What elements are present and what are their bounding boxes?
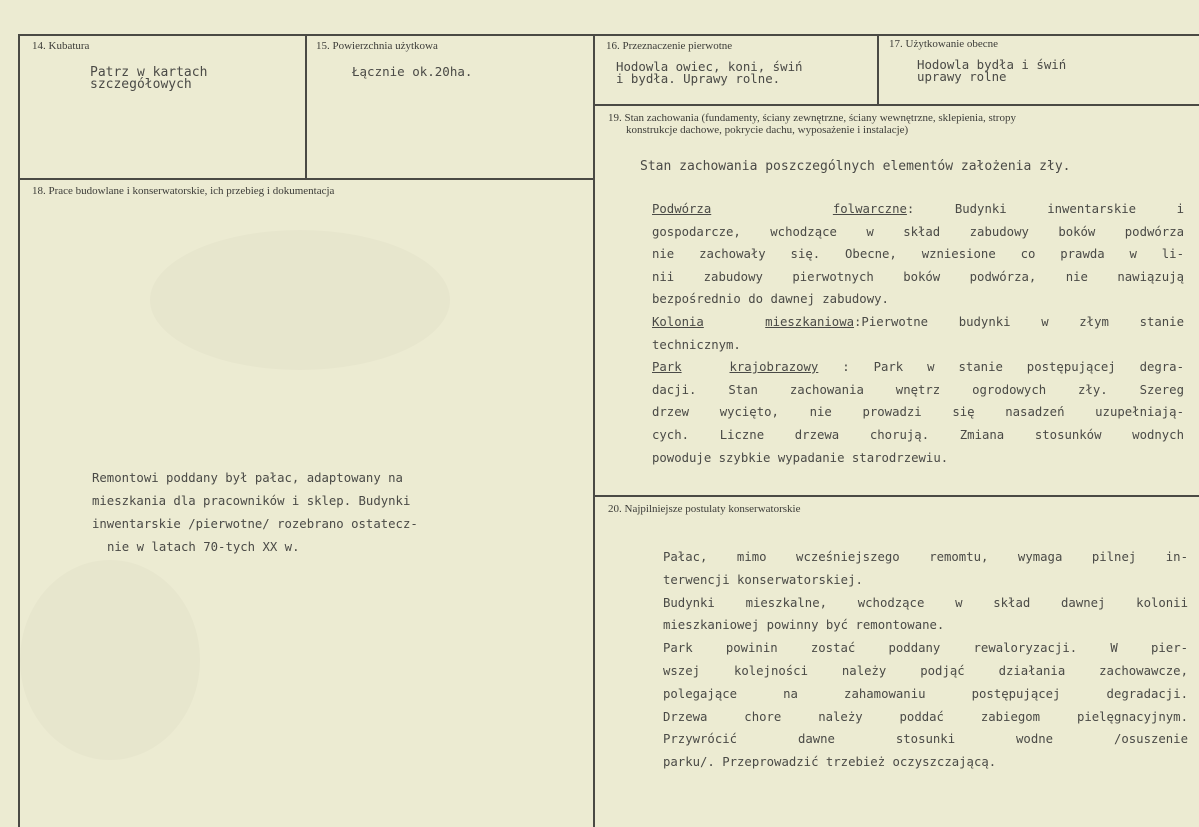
field-19-text: [652, 198, 1184, 469]
field-20-line: Przywrócić dawne stosunki wodne /osuszenie: [663, 732, 1188, 747]
field-18-line: mieszkania dla pracowników i sklep. Budynki: [92, 494, 411, 508]
divider-16-17: [877, 34, 879, 104]
field-20-line: mieszkaniowej powinny być remontowane.: [663, 618, 945, 633]
row-divider-16-17: [593, 104, 1199, 106]
field-20-line: Park powinin zostać poddany rewaloryzacji. W pier-: [663, 641, 1188, 656]
field-19-line: nie zachowały się. Obecne, wzniesione co prawda w li-: [652, 247, 1184, 262]
heading-krajobrazowy: krajobrazowy: [729, 360, 819, 375]
field-19-line: drzew wycięto, nie prowadzi się nasadzeń uzupełniają-: [652, 405, 1184, 420]
heading-mieszkaniowa-rest: :Pierwotne budynki w złym stanie: [854, 314, 1184, 329]
field-19-line: cych. Liczne drzewa chorują. Zmiana stosunków wodnych: [652, 427, 1184, 442]
field-18-line: nie w latach 70-tych XX w.: [107, 540, 300, 554]
field-19-line: bezpośrednio do dawnej zabudowy.: [652, 292, 889, 307]
field-18-line: inwentarskie /pierwotne/ rozebrano ostatecz-: [92, 517, 418, 531]
field-20-label: 20. Najpilniejsze postulaty konserwatorskie: [608, 503, 801, 515]
heading-podworza: Podwórza: [652, 202, 712, 216]
field-19-label-line2: konstrukcje dachowe, pokrycie dachu, wyposażenie i instalacje): [626, 124, 909, 136]
field-20-line: wszej kolejności należy podjąć działania zachowawcze,: [663, 663, 1188, 678]
field-19-line: powoduje szybkie wypadanie starodrzewiu.: [652, 450, 949, 465]
center-divider: [593, 34, 595, 827]
field-20-line: Budynki mieszkalne, wchodzące w skład dawnej kolonii: [663, 595, 1188, 610]
field-19-line: technicznym.: [652, 337, 741, 352]
field-18-text: [92, 467, 532, 559]
field-16-value-line2: i bydła. Uprawy rolne.: [616, 71, 781, 86]
field-19-intro: Stan zachowania poszczególnych elementów założenia zły.: [640, 159, 1071, 174]
field-20-line: polegające na zahamowaniu postępującej degradacji.: [663, 686, 1188, 701]
field-19-line: dacji. Stan zachowania wnętrz ogrodowych zły. Szereg: [652, 382, 1184, 397]
field-20-line: parku/. Przeprowadzić trzebież oczyszczającą.: [663, 755, 997, 770]
divider-14-15: [305, 34, 307, 178]
field-16-value-line1: Hodowla owiec, koni, świń: [616, 59, 803, 74]
heading-park: Park: [652, 360, 682, 375]
heading-krajobrazowy-rest: : Park w stanie postępującej degra-: [818, 360, 1184, 375]
field-15-label: 15. Powierzchnia użytkowa: [316, 40, 438, 52]
heading-mieszkaniowa: mieszkaniowa: [765, 314, 855, 329]
field-19-heading-line: [652, 198, 1184, 221]
heading-kolonia: Kolonia: [652, 314, 704, 329]
field-14-value-line1: Patrz w kartach: [90, 65, 208, 80]
field-19-label-line1: 19. Stan zachowania (fundamenty, ściany zewnętrzne, ściany wewnętrzne, sklepienia, stropy: [608, 112, 1016, 124]
row-divider-19-20: [593, 495, 1199, 497]
left-border: [18, 34, 20, 827]
heading-folwarczne-rest: : Budynki inwentarskie i: [906, 202, 1184, 216]
field-19-line: gospodarcze, wchodzące w skład zabudowy boków podwórza: [652, 224, 1184, 239]
field-14-label: 14. Kubatura: [32, 40, 90, 52]
heading-folwarczne: folwarczne: [832, 202, 907, 216]
top-border: [18, 34, 1199, 36]
field-20-line: terwencji konserwatorskiej.: [663, 572, 863, 587]
field-19-heading-line: [652, 311, 1184, 334]
field-16-label: 16. Przeznaczenie pierwotne: [606, 40, 733, 52]
field-20-line: Drzewa chore należy poddać zabiegom pielęgnacyjnym.: [663, 709, 1188, 724]
paper-stain: [150, 230, 450, 370]
field-17-label: 17. Użytkowanie obecne: [889, 38, 999, 50]
field-18-label: 18. Prace budowlane i konserwatorskie, ich przebieg i dokumentacja: [32, 185, 335, 197]
field-14-value-line2: szczegółowych: [90, 77, 192, 92]
field-19-heading-line: [652, 356, 1184, 379]
field-18-line: Remontowi poddany był pałac, adaptowany na: [92, 471, 403, 485]
paper-stain: [20, 560, 200, 760]
field-20-line: Pałac, mimo wcześniejszego remomtu, wymaga pilnej in-: [663, 550, 1188, 564]
field-20-text: [663, 546, 1188, 774]
field-17-value-line2: uprawy rolne: [917, 69, 1007, 84]
field-17-value-line1: Hodowla bydła i świń: [917, 57, 1067, 72]
row-divider-left: [18, 178, 595, 180]
field-19-line: nii zabudowy pierwotnych boków podwórza, nie nawiązują: [652, 269, 1184, 284]
field-15-value: Łącznie ok.20ha.: [352, 64, 473, 79]
